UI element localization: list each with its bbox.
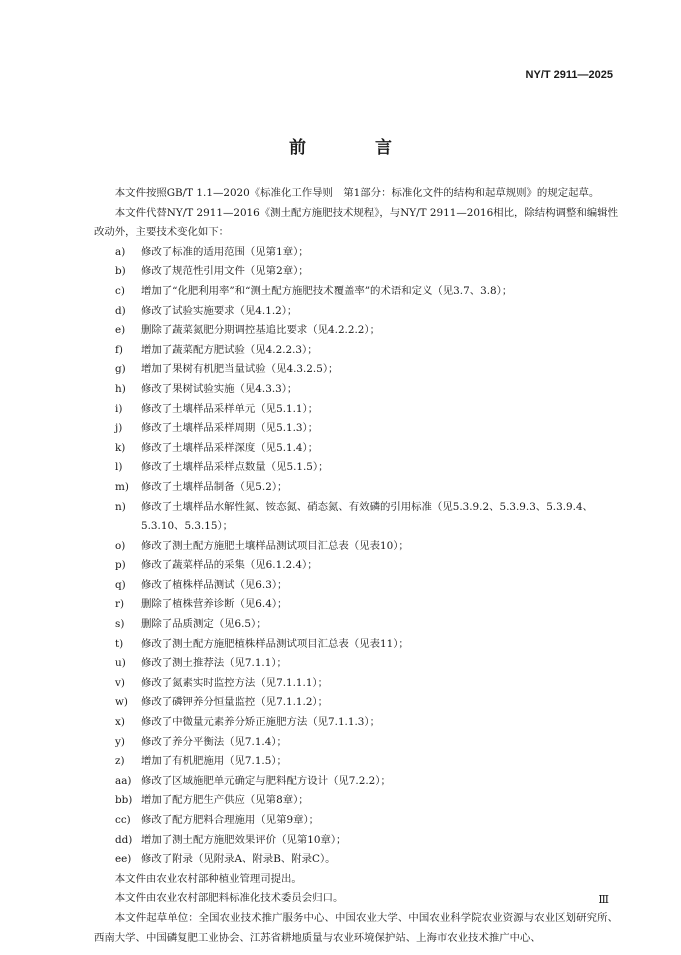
list-item-text: 修改了氮素实时监控方法（见7.1.1.1）； [141,676,329,689]
list-item [115,674,618,694]
list-item [115,850,618,870]
list-item [115,360,618,380]
list-item-letter: n) [115,500,126,513]
list-item-letter: l) [115,461,123,474]
list-item [115,713,618,733]
list-item-letter: v) [115,676,125,689]
list-item-letter: dd) [115,833,133,846]
list-item-letter: u) [115,657,126,670]
list-item-text: 修改了土壤样品采样单元（见5.1.1）； [141,402,319,415]
list-item-text: 修改了果树试验实施（见4.3.3）； [141,382,298,395]
list-item-letter: g) [115,363,126,376]
list-item-text: 修改了测土配方施肥土壤样品测试项目汇总表（见表10）； [141,539,409,552]
list-item [115,635,618,655]
list-item-text: 增加了测土配方施肥效果评价（见第10章）； [141,833,347,846]
list-item-text: 修改了土壤样品制备（见5.2）； [141,480,288,493]
list-item [115,556,618,576]
list-item-letter: f) [115,343,123,356]
list-item-letter: s) [115,618,125,631]
list-item-text: 修改了规范性引用文件（见第2章）； [141,265,309,278]
list-item [115,380,618,400]
list-item [115,439,618,459]
list-item [115,615,618,635]
list-item [115,733,618,753]
list-item-text: 修改了养分平衡法（见7.1.4）； [141,735,287,748]
list-item [115,321,618,341]
list-item [115,576,618,596]
list-item-text: 修改了蔬菜样品的采集（见6.1.2.4）； [141,559,318,572]
list-item [115,791,618,811]
list-item-letter: w) [115,696,128,709]
list-item-letter: cc) [115,814,131,826]
list-item-letter: z) [115,755,125,768]
list-item [115,772,618,792]
list-item-text: 修改了测土推荐法（见7.1.1）； [141,657,287,670]
intro-paragraph: 本文件按照GB/T 1.1—2020《标准化工作导则 第1部分：标准化文件的结构和起草规则》的规定起草。 [114,187,600,199]
intro-paragraphs [94,184,618,243]
page-title: 前 言 [289,138,418,158]
list-item [115,811,618,831]
list-item-text: 修改了试验实施要求（见4.1.2）； [141,304,298,317]
list-item-text: 修改了磷钾养分恒量监控（见7.1.1.2）； [141,696,329,709]
list-item-text: 修改了测土配方施肥植株样品测试项目汇总表（见表11）； [141,637,409,650]
list-item-letter: p) [115,559,126,572]
list-item-letter: q) [115,578,126,591]
list-item-letter: y) [115,735,125,748]
list-item-letter: ee) [115,853,132,866]
changes-list [94,243,618,870]
standard-code: NY/T 2911—2025 [525,69,613,81]
list-item-letter: h) [115,382,126,395]
list-item-letter: t) [115,637,124,650]
list-item-letter: m) [115,480,129,493]
list-item [115,831,618,851]
list-item-text: 修改了区域施肥单元确定与肥料配方设计（见7.2.2）； [141,774,391,787]
list-item-text: 删除了品质测定（见6.5）； [141,618,267,631]
list-item-letter: c) [115,284,125,297]
list-item-text: 修改了土壤样品采样深度（见5.1.4）； [141,441,319,454]
intro-paragraph: 本文件代替NY/T 2911—2016《测土配方施肥技术规程》，与NY/T 2911—2016相比，除结构调整和编辑性改动外，主要技术变化如下： [94,206,618,239]
list-item-text: 增加了果树有机肥当量试验（见4.3.2.5）； [141,363,339,376]
list-item [115,419,618,439]
list-item-text: 修改了中微量元素养分矫正施肥方法（见7.1.1.3）； [141,716,380,729]
closing-paragraph: 本文件起草单位：全国农业技术推广服务中心、中国农业大学、中国农业科学院农业资源与农业区划研究所、西南大学、中国磷复肥工业协会、江苏省耕地质量与农业环境保护站、上海市农业技术推广中心、 [94,911,618,944]
list-item [115,262,618,282]
list-item [115,595,618,615]
list-item [115,400,618,420]
list-item [115,693,618,713]
closing-paragraph: 本文件由农业农村部肥料标准化技术委员会归口。 [114,892,344,905]
page-number: Ⅲ [598,893,609,906]
list-item-text: 修改了土壤样品采样周期（见5.1.3）； [141,422,319,435]
list-item [115,341,618,361]
list-item-text: 修改了配方肥料合理施用（见第9章）； [141,814,320,826]
list-item-letter: bb) [115,794,133,807]
list-item-letter: j) [115,422,123,435]
list-item-text: 修改了标准的适用范围（见第1章）； [141,245,309,258]
list-item-letter: x) [115,716,125,729]
list-item [115,498,618,537]
list-item-text: 增加了“化肥利用率”和“测土配方施肥技术覆盖率”的术语和定义（见3.7、3.8）； [141,284,513,297]
list-item-text: 增加了有机肥施用（见7.1.5）； [141,755,287,768]
list-item [115,537,618,557]
closing-paragraphs [94,870,618,948]
list-item [115,478,618,498]
list-item-text: 修改了土壤样品采样点数量（见5.1.5）； [141,461,329,474]
list-item-text: 增加了配方肥生产供应（见第8章）； [141,794,309,807]
list-item-text: 增加了蔬菜配方肥试验（见4.2.2.3）； [141,343,318,356]
list-item-letter: a) [115,245,126,258]
list-item-text: 修改了土壤样品水解性氮、铵态氮、硝态氮、有效磷的引用标准（见5.3.9.2、5.3.9.3、5.3.9.4、5.3.10、5.3.15）； [141,500,593,533]
list-item-letter: o) [115,539,126,552]
list-item-letter: b) [115,265,126,278]
list-item-text: 修改了附录（见附录A、附录B、附录C）。 [141,853,336,866]
list-item [115,458,618,478]
list-item-text: 删除了植株营养诊断（见6.4）； [141,598,288,611]
list-item [115,752,618,772]
list-item-text: 删除了蔬菜氮肥分期调控基追比要求（见4.2.2.2）； [141,324,380,337]
list-item-letter: aa) [115,774,132,787]
list-item-letter: d) [115,304,126,317]
list-item-letter: i) [115,402,123,415]
list-item-letter: r) [115,598,125,611]
list-item [115,243,618,263]
foreword-body [94,184,618,948]
list-item-letter: e) [115,324,126,337]
list-item [115,654,618,674]
list-item-letter: k) [115,441,126,454]
list-item [115,282,618,302]
list-item-text: 修改了植株样品测试（见6.3）； [141,578,288,591]
list-item [115,302,618,322]
closing-paragraph: 本文件由农业农村部种植业管理司提出。 [114,872,302,885]
